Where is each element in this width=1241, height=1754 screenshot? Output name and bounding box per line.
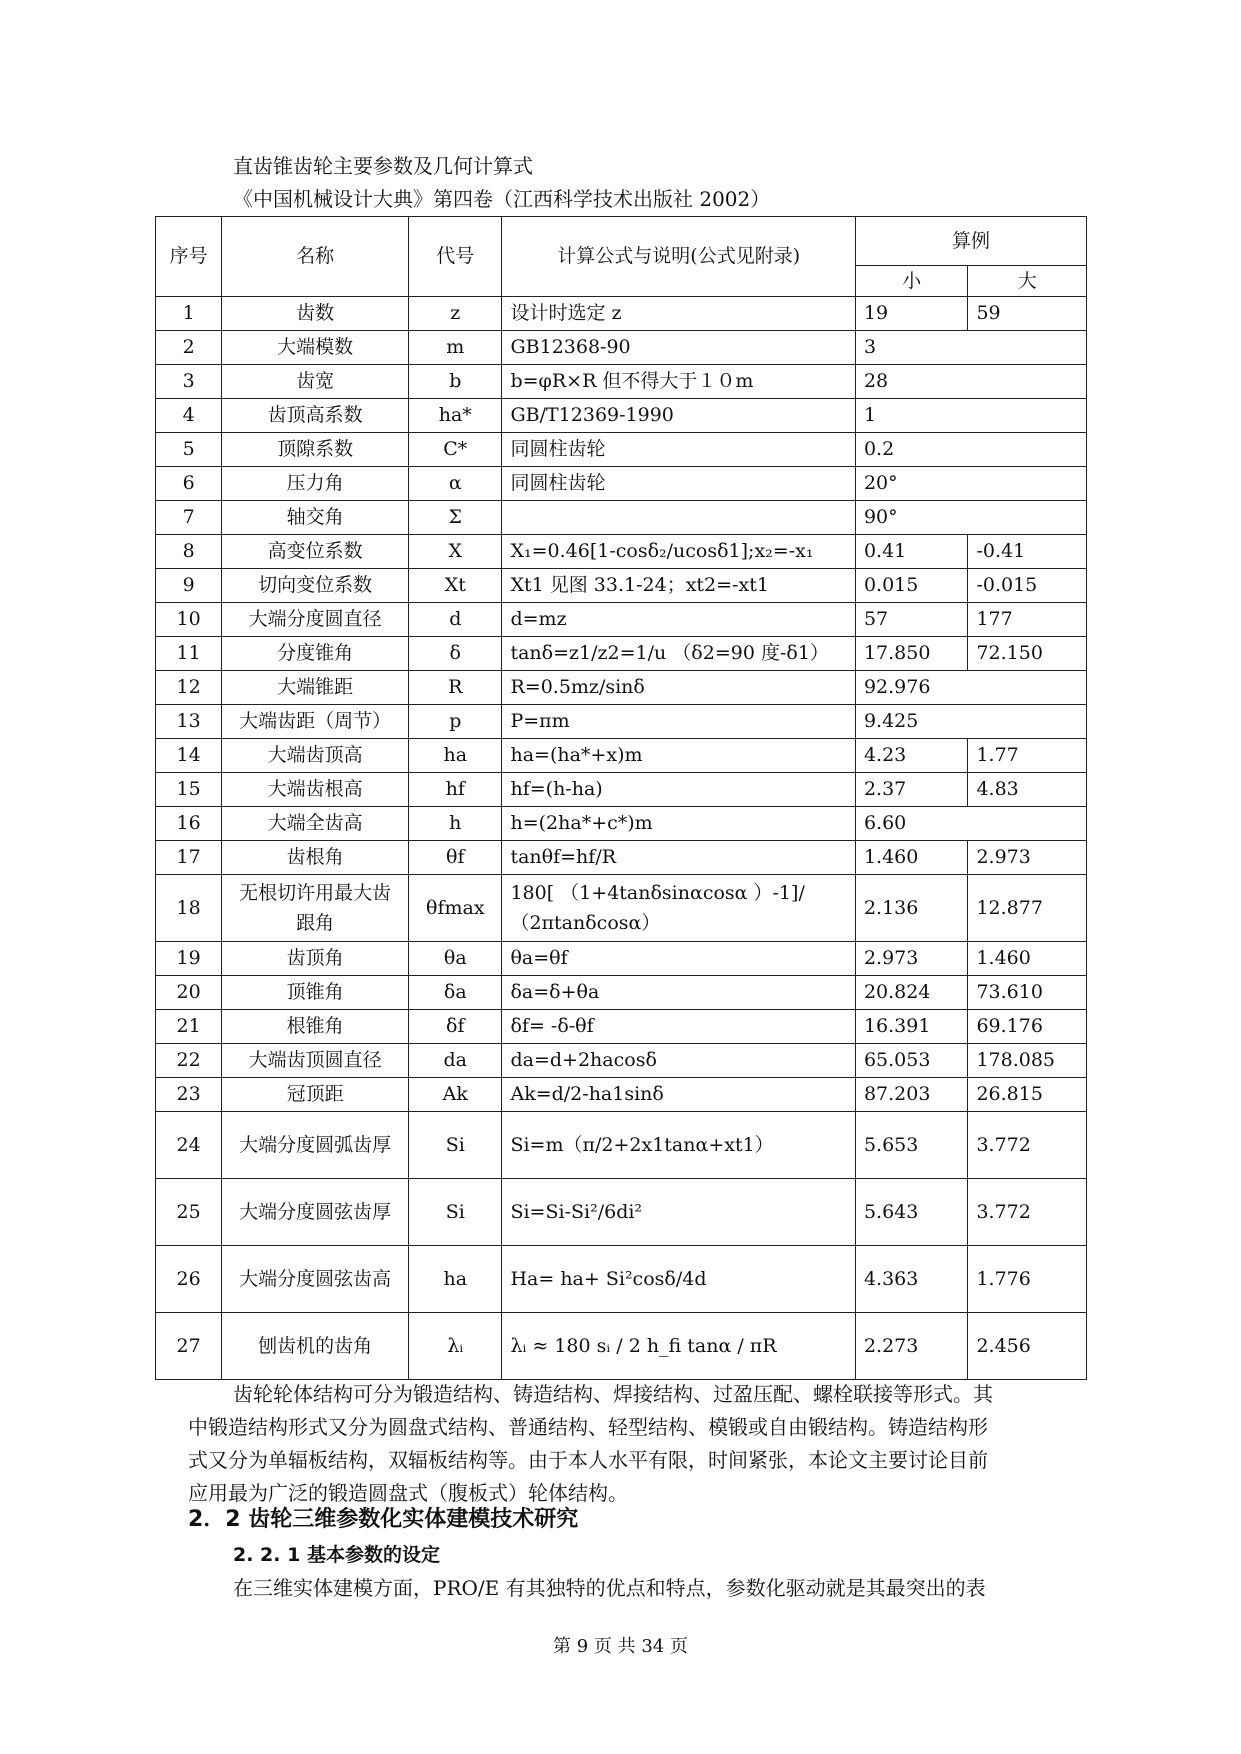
row-name-cell: 大端分度圆弦齿厚 (222, 1179, 409, 1246)
row-large-cell: 12.877 (968, 875, 1087, 942)
table-row (156, 1313, 1087, 1380)
row-formula-cell: λᵢ ≈ 180 sᵢ / 2 h_fi tanα / πR (502, 1313, 856, 1380)
row-formula-cell: θa=θf (502, 942, 856, 976)
row-symbol-cell: δ (409, 637, 502, 671)
row-name-cell: 齿顶角 (222, 942, 409, 976)
row-formula-cell: ha=(ha*+x)m (502, 739, 856, 773)
row-formula-cell: b=φR×R 但不得大于１０m (502, 365, 856, 399)
row-small-cell: 20.824 (855, 976, 967, 1010)
row-small-cell: 2.136 (855, 875, 967, 942)
row-name-cell: 刨齿机的齿角 (222, 1313, 409, 1380)
row-symbol-cell: b (409, 365, 502, 399)
table-row (156, 1112, 1087, 1179)
row-index-cell: 5 (156, 433, 222, 467)
row-index-cell: 21 (156, 1010, 222, 1044)
table-row (156, 739, 1087, 773)
row-formula-cell: hf=(h-ha) (502, 773, 856, 807)
row-large-cell: 1.460 (968, 942, 1087, 976)
row-formula-cell: X₁=0.46[1-cosδ₂/ucosδ1];x₂=-x₁ (502, 535, 856, 569)
table-row (156, 1179, 1087, 1246)
row-index-cell: 17 (156, 841, 222, 875)
row-symbol-cell: θf (409, 841, 502, 875)
row-value-cell: 3 (855, 331, 1086, 365)
row-index-cell: 11 (156, 637, 222, 671)
row-name-cell: 顶隙系数 (222, 433, 409, 467)
row-name-cell: 压力角 (222, 467, 409, 501)
row-index-cell: 8 (156, 535, 222, 569)
row-symbol-cell: Si (409, 1179, 502, 1246)
table-row (156, 807, 1087, 841)
row-small-cell: 5.653 (855, 1112, 967, 1179)
row-symbol-cell: ha* (409, 399, 502, 433)
row-formula-cell: R=0.5mz/sinδ (502, 671, 856, 705)
row-large-cell: 3.772 (968, 1179, 1087, 1246)
row-small-cell: 87.203 (855, 1078, 967, 1112)
table-row (156, 1246, 1087, 1313)
row-name-cell: 大端模数 (222, 331, 409, 365)
table-row (156, 1078, 1087, 1112)
row-formula-cell: 同圆柱齿轮 (502, 467, 856, 501)
table-row (156, 331, 1087, 365)
row-index-cell: 9 (156, 569, 222, 603)
row-symbol-cell: δa (409, 976, 502, 1010)
row-small-cell: 1.460 (855, 841, 967, 875)
row-index-cell: 4 (156, 399, 222, 433)
table-row (156, 705, 1087, 739)
row-name-cell: 冠顶距 (222, 1078, 409, 1112)
row-large-cell: 177 (968, 603, 1087, 637)
row-formula-cell: 设计时选定 z (502, 297, 856, 331)
row-formula-cell: h=(2ha*+c*)m (502, 807, 856, 841)
row-formula-cell: Ak=d/2-ha1sinδ (502, 1078, 856, 1112)
header-example: 算例 (855, 217, 1086, 266)
row-large-cell: 1.776 (968, 1246, 1087, 1313)
table-row (156, 569, 1087, 603)
row-formula-cell: tanθf=hf/R (502, 841, 856, 875)
row-formula-cell: δa=δ+θa (502, 976, 856, 1010)
row-large-cell: 4.83 (968, 773, 1087, 807)
row-index-cell: 2 (156, 331, 222, 365)
table-row (156, 399, 1087, 433)
row-large-cell: 178.085 (968, 1044, 1087, 1078)
row-small-cell: 2.273 (855, 1313, 967, 1380)
table-caption-title: 直齿锥齿轮主要参数及几何计算式 (233, 154, 533, 178)
row-name-cell: 齿根角 (222, 841, 409, 875)
table-body (156, 297, 1087, 1380)
row-symbol-cell: λᵢ (409, 1313, 502, 1380)
paragraph-line: 式又分为单辐板结构，双辐板结构等。由于本人水平有限，时间紧张，本论文主要讨论目前 (188, 1448, 988, 1472)
row-large-cell: 73.610 (968, 976, 1087, 1010)
table-row (156, 976, 1087, 1010)
row-large-cell: 72.150 (968, 637, 1087, 671)
row-symbol-cell: R (409, 671, 502, 705)
row-formula-cell (502, 501, 856, 535)
header-name: 名称 (222, 217, 409, 297)
table-row (156, 603, 1087, 637)
row-name-cell: 大端全齿高 (222, 807, 409, 841)
row-name-cell: 大端齿顶高 (222, 739, 409, 773)
table-row (156, 841, 1087, 875)
row-name-cell: 大端齿顶圆直径 (222, 1044, 409, 1078)
row-symbol-cell: z (409, 297, 502, 331)
row-index-cell: 19 (156, 942, 222, 976)
table-row (156, 501, 1087, 535)
row-value-cell: 20° (855, 467, 1086, 501)
row-symbol-cell: θa (409, 942, 502, 976)
table-row (156, 1010, 1087, 1044)
row-formula-cell: Si=Si-Si²/6di² (502, 1179, 856, 1246)
row-index-cell: 6 (156, 467, 222, 501)
row-symbol-cell: da (409, 1044, 502, 1078)
row-formula-cell: tanδ=z1/z2=1/u （δ2=90 度-δ1） (502, 637, 856, 671)
table-caption-source: 《中国机械设计大典》第四卷（江西科学技术出版社 2002） (233, 187, 771, 211)
row-large-cell: 3.772 (968, 1112, 1087, 1179)
header-small: 小 (855, 266, 967, 297)
row-name-cell: 分度锥角 (222, 637, 409, 671)
row-index-cell: 7 (156, 501, 222, 535)
row-symbol-cell: δf (409, 1010, 502, 1044)
body-paragraph-gear-structure (188, 1378, 1056, 1510)
row-large-cell: 69.176 (968, 1010, 1087, 1044)
row-large-cell: -0.015 (968, 569, 1087, 603)
row-formula-cell: Si=m（π/2+2x1tanα+xt1） (502, 1112, 856, 1179)
row-index-cell: 15 (156, 773, 222, 807)
header-symbol: 代号 (409, 217, 502, 297)
row-value-cell: 1 (855, 399, 1086, 433)
row-formula-cell: GB12368-90 (502, 331, 856, 365)
row-index-cell: 3 (156, 365, 222, 399)
row-small-cell: 19 (855, 297, 967, 331)
row-formula-cell: da=d+2hacosδ (502, 1044, 856, 1078)
row-symbol-cell: Xt (409, 569, 502, 603)
header-index: 序号 (156, 217, 222, 297)
subsection-heading: 2. 2. 1 基本参数的设定 (233, 1544, 440, 1566)
row-name-cell: 大端分度圆弦齿高 (222, 1246, 409, 1313)
row-symbol-cell: C* (409, 433, 502, 467)
row-symbol-cell: α (409, 467, 502, 501)
row-large-cell: -0.41 (968, 535, 1087, 569)
row-large-cell: 1.77 (968, 739, 1087, 773)
row-value-cell: 28 (855, 365, 1086, 399)
row-small-cell: 65.053 (855, 1044, 967, 1078)
row-value-cell: 0.2 (855, 433, 1086, 467)
row-name-cell: 根锥角 (222, 1010, 409, 1044)
row-index-cell: 14 (156, 739, 222, 773)
table-row (156, 1044, 1087, 1078)
row-index-cell: 25 (156, 1179, 222, 1246)
row-formula-cell: 180[ （1+4tanδsinαcosα ）-1]/（2πtanδcosα） (502, 875, 856, 942)
row-index-cell: 26 (156, 1246, 222, 1313)
row-index-cell: 1 (156, 297, 222, 331)
row-formula-cell: d=mz (502, 603, 856, 637)
row-large-cell: 26.815 (968, 1078, 1087, 1112)
row-small-cell: 0.41 (855, 535, 967, 569)
row-symbol-cell: Σ (409, 501, 502, 535)
row-name-cell: 大端分度圆弧齿厚 (222, 1112, 409, 1179)
row-symbol-cell: hf (409, 773, 502, 807)
row-symbol-cell: Si (409, 1112, 502, 1179)
table-row (156, 433, 1087, 467)
row-value-cell: 92.976 (855, 671, 1086, 705)
table-row (156, 467, 1087, 501)
row-value-cell: 90° (855, 501, 1086, 535)
row-symbol-cell: h (409, 807, 502, 841)
row-small-cell: 57 (855, 603, 967, 637)
table-row (156, 773, 1087, 807)
row-name-cell: 无根切许用最大齿跟角 (222, 875, 409, 942)
row-small-cell: 17.850 (855, 637, 967, 671)
row-name-cell: 大端齿距（周节） (222, 705, 409, 739)
row-formula-cell: 同圆柱齿轮 (502, 433, 856, 467)
row-name-cell: 齿宽 (222, 365, 409, 399)
header-large: 大 (968, 266, 1087, 297)
paragraph-line: 应用最为广泛的锻造圆盘式（腹板式）轮体结构。 (188, 1481, 628, 1505)
row-large-cell: 2.973 (968, 841, 1087, 875)
row-formula-cell: Xt1 见图 33.1-24；xt2=-xt1 (502, 569, 856, 603)
row-small-cell: 5.643 (855, 1179, 967, 1246)
paragraph-line: 中锻造结构形式又分为圆盘式结构、普通结构、轻型结构、模锻或自由锻结构。铸造结构形 (188, 1415, 988, 1439)
row-index-cell: 23 (156, 1078, 222, 1112)
row-name-cell: 大端锥距 (222, 671, 409, 705)
row-small-cell: 2.37 (855, 773, 967, 807)
row-formula-cell: GB/T12369-1990 (502, 399, 856, 433)
table-row (156, 671, 1087, 705)
body-paragraph-proe: 在三维实体建模方面，PRO/E 有其独特的优点和特点，参数化驱动就是其最突出的表 (233, 1576, 986, 1600)
row-value-cell: 6.60 (855, 807, 1086, 841)
row-small-cell: 0.015 (855, 569, 967, 603)
gear-parameter-table (155, 216, 1087, 1380)
row-formula-cell: P=πm (502, 705, 856, 739)
row-symbol-cell: m (409, 331, 502, 365)
row-symbol-cell: d (409, 603, 502, 637)
row-name-cell: 大端齿根高 (222, 773, 409, 807)
row-name-cell: 大端分度圆直径 (222, 603, 409, 637)
header-formula: 计算公式与说明(公式见附录) (502, 217, 856, 297)
table-row (156, 637, 1087, 671)
row-name-cell: 轴交角 (222, 501, 409, 535)
row-large-cell: 2.456 (968, 1313, 1087, 1380)
row-value-cell: 9.425 (855, 705, 1086, 739)
row-index-cell: 18 (156, 875, 222, 942)
table-row (156, 875, 1087, 942)
paragraph-line: 齿轮轮体结构可分为锻造结构、铸造结构、焊接结构、过盈压配、螺栓联接等形式。其 (233, 1382, 993, 1406)
section-heading: 2．2 齿轮三维参数化实体建模技术研究 (188, 1507, 579, 1532)
table-row (156, 297, 1087, 331)
row-small-cell: 16.391 (855, 1010, 967, 1044)
row-symbol-cell: θfmax (409, 875, 502, 942)
row-name-cell: 高变位系数 (222, 535, 409, 569)
row-small-cell: 4.23 (855, 739, 967, 773)
row-formula-cell: δf= -δ-θf (502, 1010, 856, 1044)
row-formula-cell: Ha= ha+ Si²cosδ/4d (502, 1246, 856, 1313)
row-name-cell: 切向变位系数 (222, 569, 409, 603)
table-row (156, 535, 1087, 569)
row-index-cell: 24 (156, 1112, 222, 1179)
table-row (156, 942, 1087, 976)
row-symbol-cell: ha (409, 1246, 502, 1313)
row-index-cell: 16 (156, 807, 222, 841)
row-symbol-cell: Ak (409, 1078, 502, 1112)
row-index-cell: 27 (156, 1313, 222, 1380)
row-symbol-cell: p (409, 705, 502, 739)
row-index-cell: 10 (156, 603, 222, 637)
row-symbol-cell: X (409, 535, 502, 569)
row-index-cell: 20 (156, 976, 222, 1010)
row-index-cell: 22 (156, 1044, 222, 1078)
row-small-cell: 2.973 (855, 942, 967, 976)
row-small-cell: 4.363 (855, 1246, 967, 1313)
row-index-cell: 13 (156, 705, 222, 739)
table-row (156, 365, 1087, 399)
page-footer: 第 9 页 共 34 页 (553, 1636, 688, 1657)
row-symbol-cell: ha (409, 739, 502, 773)
row-index-cell: 12 (156, 671, 222, 705)
row-name-cell: 齿顶高系数 (222, 399, 409, 433)
row-name-cell: 顶锥角 (222, 976, 409, 1010)
row-large-cell: 59 (968, 297, 1087, 331)
row-name-cell: 齿数 (222, 297, 409, 331)
